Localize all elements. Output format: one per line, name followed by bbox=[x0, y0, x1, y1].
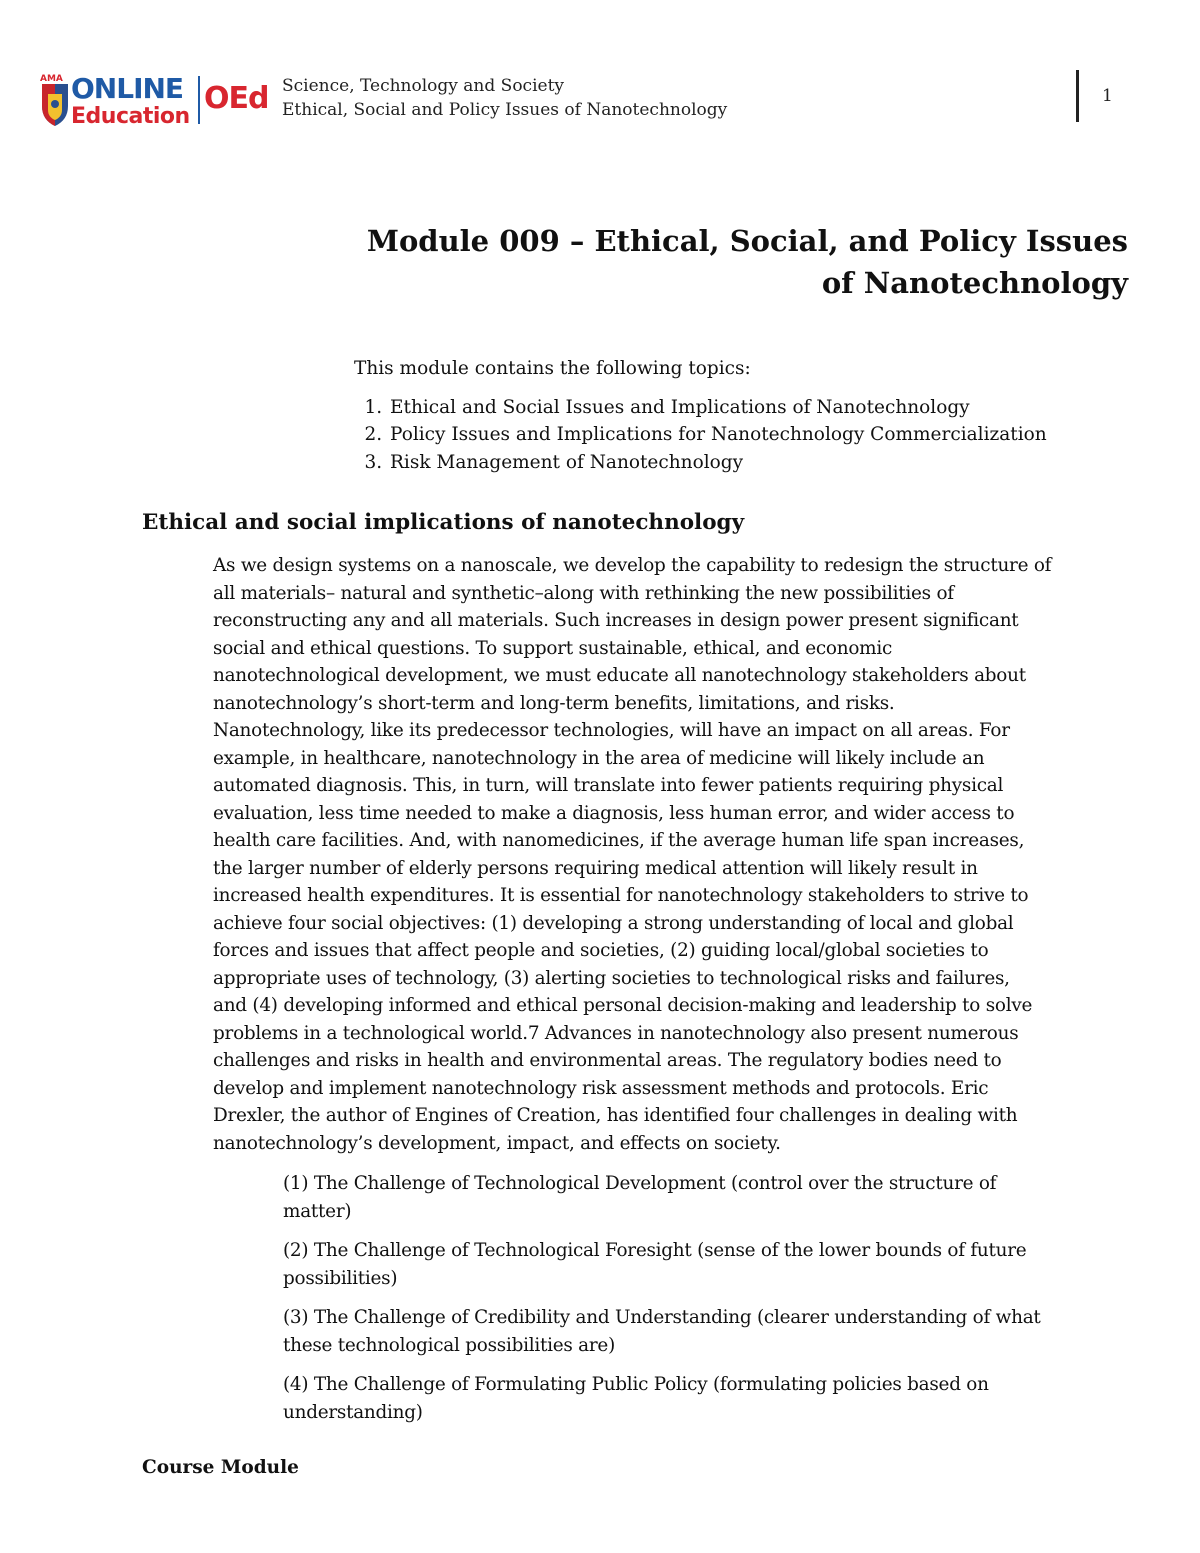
challenge-item bbox=[283, 1170, 1128, 1225]
paragraph-line: Nanotechnology, like its predecessor technologies, will have an impact on all areas. For bbox=[213, 720, 1010, 741]
header-course: Science, Technology and Society bbox=[282, 76, 565, 96]
paragraph-line: all materials– natural and synthetic–along with rethinking the new possibilities of bbox=[213, 582, 954, 604]
logo-badge-text: AMA bbox=[40, 74, 63, 84]
challenge-line: (2) The Challenge of Technological Foresight (sense of the lower bounds of future bbox=[283, 1240, 1027, 1261]
paragraph-line: achieve four social objectives: (1) developing a strong understanding of local and global bbox=[213, 912, 1014, 934]
challenge-line: possibilities) bbox=[283, 1267, 398, 1289]
logo-brand-side: OEd bbox=[204, 81, 269, 116]
topics-intro: This module contains the following topics: bbox=[354, 358, 751, 379]
challenge-line: understanding) bbox=[283, 1401, 423, 1423]
paragraph-line: nanotechnology’s short-term and long-term benefits, limitations, and risks. bbox=[213, 692, 895, 714]
logo-brand-top: ONLINE bbox=[71, 72, 184, 105]
body-paragraph bbox=[213, 552, 1131, 1157]
header-text-block bbox=[282, 74, 727, 122]
online-education-logo bbox=[38, 70, 274, 128]
challenge-item bbox=[283, 1237, 1128, 1292]
footer-label: Course Module bbox=[142, 1457, 299, 1478]
module-title bbox=[328, 220, 1128, 304]
logo-brand-bottom: Education bbox=[71, 104, 190, 128]
topics-list bbox=[354, 394, 1144, 477]
paragraph-line: and (4) developing informed and ethical personal decision-making and leadership to solve bbox=[213, 995, 1033, 1016]
paragraph-line: As we design systems on a nanoscale, we develop the capability to redesign the structure of bbox=[213, 555, 1052, 576]
paragraph-line: automated diagnosis. This, in turn, will translate into fewer patients requiring physical bbox=[213, 775, 1004, 796]
paragraph-line: the larger number of elderly persons requiring medical attention will likely result in bbox=[213, 857, 978, 879]
topic-item: 2. Policy Issues and Implications for Nanotechnology Commercialization bbox=[388, 421, 1144, 449]
paragraph-line: develop and implement nanotechnology risk assessment methods and protocols. Eric bbox=[213, 1077, 989, 1099]
challenge-line: these technological possibilities are) bbox=[283, 1334, 615, 1356]
paragraph-line: evaluation, less time needed to make a diagnosis, less human error, and wider access to bbox=[213, 802, 1015, 824]
challenge-item bbox=[283, 1304, 1128, 1359]
paragraph-line: social and ethical questions. To support sustainable, ethical, and economic bbox=[213, 637, 893, 659]
header-divider bbox=[1076, 70, 1079, 122]
page-number: 1 bbox=[1102, 86, 1113, 106]
topics-block bbox=[354, 355, 1144, 476]
paragraph-line: health care facilities. And, with nanomedicines, if the average human life span increases, bbox=[213, 830, 1025, 851]
module-title-line-1: Module 009 – Ethical, Social, and Policy Issues bbox=[366, 224, 1128, 258]
paragraph-line: nanotechnological development, we must educate all nanotechnology stakeholders about bbox=[213, 665, 1026, 686]
paragraph-line: problems in a technological world.7 Advances in nanotechnology also present numerous bbox=[213, 1022, 1019, 1044]
challenge-line: (3) The Challenge of Credibility and Understanding (clearer understanding of what bbox=[283, 1307, 1041, 1328]
topic-item: 1. Ethical and Social Issues and Implications of Nanotechnology bbox=[388, 394, 1144, 422]
paragraph-line: Drexler, the author of Engines of Creation, has identified four challenges in dealing with bbox=[213, 1105, 1018, 1126]
page-header bbox=[38, 68, 1128, 128]
header-subtitle: Ethical, Social and Policy Issues of Nanotechnology bbox=[282, 100, 728, 120]
challenge-line: (1) The Challenge of Technological Development (control over the structure of bbox=[283, 1173, 997, 1194]
challenges-list bbox=[283, 1170, 1128, 1438]
ama-shield-icon bbox=[42, 84, 68, 126]
paragraph-line: forces and issues that affect people and societies, (2) guiding local/global societies to bbox=[213, 940, 989, 961]
challenge-line: matter) bbox=[283, 1200, 352, 1222]
paragraph-line: challenges and risks in health and environmental areas. The regulatory bodies need to bbox=[213, 1050, 1002, 1071]
paragraph-line: increased health expenditures. It is essential for nanotechnology stakeholders to strive to bbox=[213, 885, 1029, 906]
challenge-line: (4) The Challenge of Formulating Public Policy (formulating policies based on bbox=[283, 1374, 989, 1395]
paragraph-line: example, in healthcare, nanotechnology in the area of medicine will likely include an bbox=[213, 747, 985, 769]
paragraph-line: appropriate uses of technology, (3) alerting societies to technological risks and failures, bbox=[213, 967, 1010, 989]
section-heading: Ethical and social implications of nanotechnology bbox=[142, 510, 745, 535]
module-title-line-2: of Nanotechnology bbox=[821, 266, 1128, 300]
paragraph-line: nanotechnology’s development, impact, and effects on society. bbox=[213, 1132, 781, 1154]
challenge-item bbox=[283, 1371, 1128, 1426]
topic-item: 3. Risk Management of Nanotechnology bbox=[388, 449, 1144, 477]
paragraph-line: reconstructing any and all materials. Such increases in design power present significant bbox=[213, 610, 1019, 631]
